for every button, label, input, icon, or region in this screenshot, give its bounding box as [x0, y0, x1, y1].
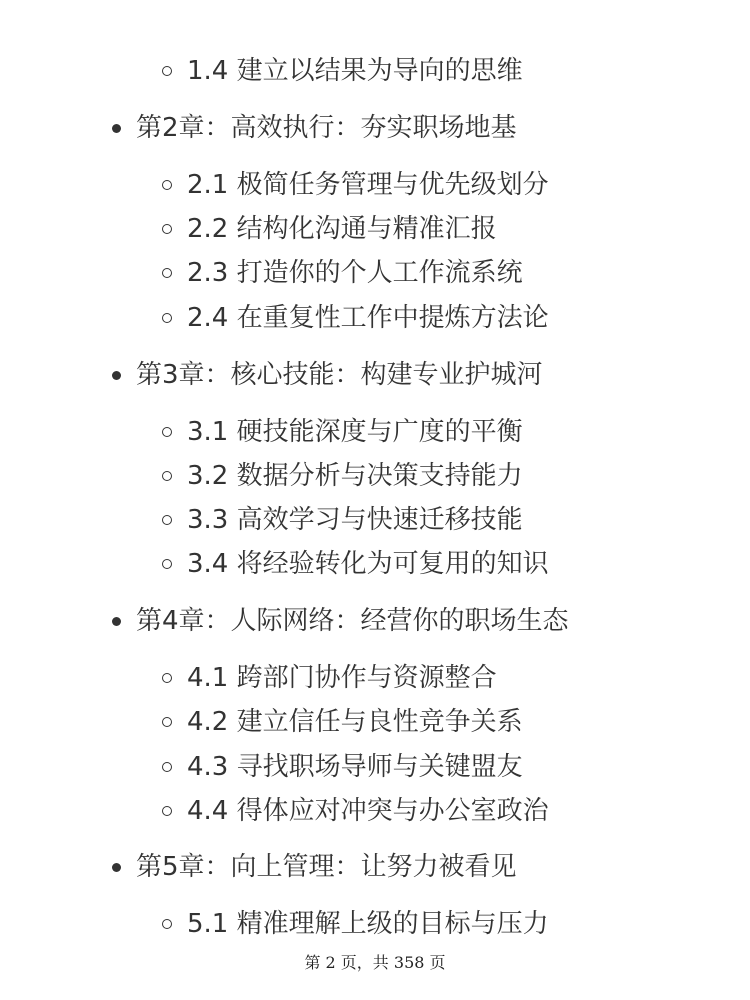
hollow-bullet-icon — [162, 919, 172, 929]
toc-section-item — [162, 412, 523, 452]
toc-section-label: 5.1 精准理解上级的目标与压力 — [187, 909, 549, 939]
toc-section-label: 4.1 跨部门协作与资源整合 — [187, 663, 497, 693]
hollow-bullet-icon — [162, 559, 172, 569]
toc-section-label: 2.3 打造你的个人工作流系统 — [187, 258, 523, 288]
hollow-bullet-icon — [162, 180, 172, 190]
toc-section-item — [162, 456, 523, 496]
hollow-bullet-icon — [162, 427, 172, 437]
toc-section-label: 2.2 结构化沟通与精准汇报 — [187, 214, 497, 244]
toc-chapter-label: 第2章：高效执行：夯实职场地基 — [136, 113, 517, 143]
toc-section-item — [162, 209, 497, 249]
toc-section-label: 3.3 高效学习与快速迁移技能 — [187, 505, 523, 535]
toc-section-label: 3.1 硬技能深度与广度的平衡 — [187, 417, 523, 447]
toc-chapter-item — [112, 355, 543, 395]
hollow-bullet-icon — [162, 762, 172, 772]
toc-section-item — [162, 702, 523, 742]
toc-section-label: 2.1 极简任务管理与优先级划分 — [187, 170, 549, 200]
toc-chapter-label: 第3章：核心技能：构建专业护城河 — [136, 360, 543, 390]
toc-section-item — [162, 747, 523, 787]
hollow-bullet-icon — [162, 717, 172, 727]
toc-chapter-label: 第4章：人际网络：经营你的职场生态 — [136, 606, 569, 636]
filled-bullet-icon — [112, 617, 121, 626]
toc-section-label: 4.3 寻找职场导师与关键盟友 — [187, 752, 523, 782]
toc-section-label: 3.2 数据分析与决策支持能力 — [187, 461, 523, 491]
hollow-bullet-icon — [162, 806, 172, 816]
toc-section-item — [162, 500, 523, 540]
hollow-bullet-icon — [162, 515, 172, 525]
filled-bullet-icon — [112, 124, 121, 133]
toc-section-item — [162, 253, 523, 293]
hollow-bullet-icon — [162, 673, 172, 683]
page-number-footer: 第 2 页，共 358 页 — [304, 953, 446, 972]
toc-chapter-label: 第5章：向上管理：让努力被看见 — [136, 852, 517, 882]
toc-section-item — [162, 298, 549, 338]
toc-chapter-item — [112, 601, 569, 641]
toc-section-item — [162, 791, 549, 831]
toc-section-label: 1.4 建立以结果为导向的思维 — [187, 56, 523, 86]
hollow-bullet-icon — [162, 471, 172, 481]
hollow-bullet-icon — [162, 66, 172, 76]
toc-section-item — [162, 165, 549, 205]
toc-section-item — [162, 658, 497, 698]
toc-chapter-item — [112, 847, 517, 887]
toc-section-item — [162, 544, 549, 584]
hollow-bullet-icon — [162, 313, 172, 323]
hollow-bullet-icon — [162, 224, 172, 234]
toc-chapter-item — [112, 108, 517, 148]
toc-section-label: 3.4 将经验转化为可复用的知识 — [187, 549, 549, 579]
filled-bullet-icon — [112, 863, 121, 872]
toc-section-label: 4.4 得体应对冲突与办公室政治 — [187, 796, 549, 826]
toc-section-label: 2.4 在重复性工作中提炼方法论 — [187, 303, 549, 333]
toc-section-item — [162, 904, 549, 944]
toc-section-item — [162, 51, 523, 91]
toc-section-label: 4.2 建立信任与良性竞争关系 — [187, 707, 523, 737]
filled-bullet-icon — [112, 371, 121, 380]
hollow-bullet-icon — [162, 268, 172, 278]
